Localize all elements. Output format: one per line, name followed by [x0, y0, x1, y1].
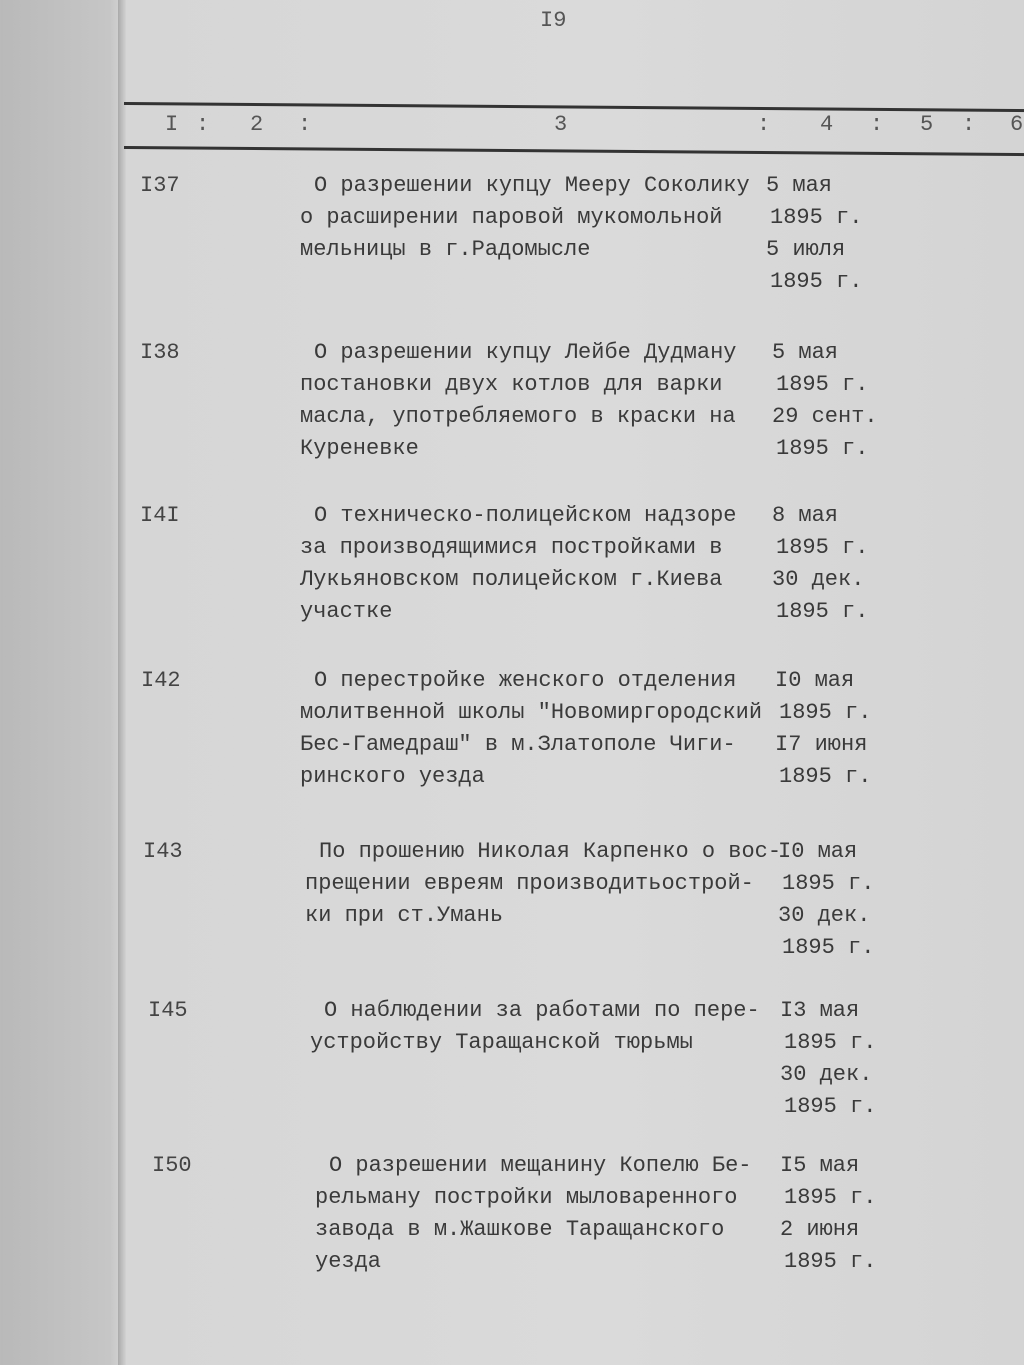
date-line: I7 июня — [775, 732, 868, 757]
description-line: постановки двух котлов для варки — [300, 372, 723, 397]
date-line: 1895 г. — [776, 372, 869, 397]
description-line: о расширении паровой мукомольной — [300, 205, 723, 230]
date-line: 29 сент. — [772, 404, 878, 429]
description-line: Бес-Гамедраш" в м.Златополе Чиги- — [300, 732, 736, 757]
description-line: масла, употребляемого в краски на — [300, 404, 736, 429]
column-separator: : — [298, 112, 312, 137]
entry-description — [300, 337, 770, 465]
date-line: 1895 г. — [776, 599, 869, 624]
description-line: О разрешении мещанину Копелю Бе- — [329, 1153, 752, 1178]
header-rule-bottom — [124, 146, 1024, 156]
column-header-3: 3 — [554, 112, 568, 137]
entry-description — [300, 665, 770, 793]
date-line: 1895 г. — [784, 1185, 877, 1210]
entry-description — [300, 500, 770, 628]
column-header-1: I — [165, 112, 179, 137]
column-separator: : — [962, 112, 976, 137]
description-line: ки при ст.Умань — [305, 903, 504, 928]
header-rule-top — [124, 102, 1024, 112]
column-separator: : — [196, 112, 210, 137]
date-line: 1895 г. — [779, 700, 872, 725]
date-line: 8 мая — [772, 503, 839, 528]
description-line: за производящимися постройками в — [300, 535, 723, 560]
date-line: 1895 г. — [784, 1249, 877, 1274]
entry-number: I50 — [152, 1153, 192, 1178]
description-line: рельману постройки мыловаренного — [315, 1185, 738, 1210]
entry-description — [300, 170, 770, 266]
entry-dates — [780, 995, 876, 1123]
date-line: 5 мая — [766, 173, 833, 198]
entry-number: I45 — [148, 998, 188, 1023]
column-separator: : — [870, 112, 884, 137]
description-line: О разрешении купцу Лейбе Дудману — [314, 340, 737, 365]
date-line: 1895 г. — [782, 871, 875, 896]
entry-dates — [775, 665, 871, 793]
description-line: уезда — [315, 1249, 382, 1274]
column-separator: : — [757, 112, 771, 137]
date-line: I0 мая — [778, 839, 858, 864]
entry-number: I38 — [140, 340, 180, 365]
column-header-2: 2 — [250, 112, 264, 137]
date-line: 1895 г. — [784, 1030, 877, 1055]
entry-description — [305, 836, 782, 932]
date-line: 1895 г. — [776, 436, 869, 461]
entry-number: I37 — [140, 173, 180, 198]
date-line: 30 дек. — [772, 567, 865, 592]
date-line: I3 мая — [780, 998, 860, 1023]
date-line: I0 мая — [775, 668, 855, 693]
entry-number: I43 — [143, 839, 183, 864]
date-line: 2 июня — [780, 1217, 860, 1242]
date-line: 1895 г. — [784, 1094, 877, 1119]
entry-dates — [766, 170, 862, 298]
description-line: О техническо-полицейском надзоре — [314, 503, 737, 528]
date-line: 5 мая — [772, 340, 839, 365]
page-number: I9 — [540, 8, 567, 33]
column-header-4: 4 — [820, 112, 834, 137]
description-line: устройству Таращанской тюрьмы — [310, 1030, 693, 1055]
entry-dates — [780, 1150, 876, 1278]
description-line: участке — [300, 599, 393, 624]
description-line: молитвенной школы "Новомиргородский — [300, 700, 763, 725]
date-line: 1895 г. — [770, 269, 863, 294]
description-line: завода в м.Жашкове Таращанского — [315, 1217, 725, 1242]
entry-dates — [778, 836, 874, 964]
description-line: Куреневке — [300, 436, 419, 461]
previous-page-edge — [118, 0, 126, 1365]
column-header-5: 5 — [920, 112, 934, 137]
date-line: 30 дек. — [778, 903, 871, 928]
date-line: 5 июля — [766, 237, 846, 262]
date-line: 1895 г. — [776, 535, 869, 560]
entry-dates — [772, 337, 878, 465]
entry-dates — [772, 500, 868, 628]
description-line: Лукьяновском полицейском г.Киева — [300, 567, 723, 592]
entry-number: I42 — [141, 668, 181, 693]
description-line: прещении евреям производитьострой- — [305, 871, 754, 896]
entry-description — [310, 995, 780, 1059]
date-line: 1895 г. — [770, 205, 863, 230]
description-line: ринского уезда — [300, 764, 485, 789]
date-line: 30 дек. — [780, 1062, 873, 1087]
date-line: 1895 г. — [782, 935, 875, 960]
description-line: мельницы в г.Радомысле — [300, 237, 591, 262]
column-header-6: 6 — [1010, 112, 1024, 137]
description-line: По прошению Николая Карпенко о вос- — [319, 839, 782, 864]
description-line: О наблюдении за работами по пере- — [324, 998, 760, 1023]
description-line: О разрешении купцу Мееру Соколику — [314, 173, 750, 198]
description-line: О перестройке женского отделения — [314, 668, 737, 693]
date-line: 1895 г. — [779, 764, 872, 789]
date-line: I5 мая — [780, 1153, 860, 1178]
entry-description — [315, 1150, 785, 1278]
entry-number: I4I — [140, 503, 180, 528]
